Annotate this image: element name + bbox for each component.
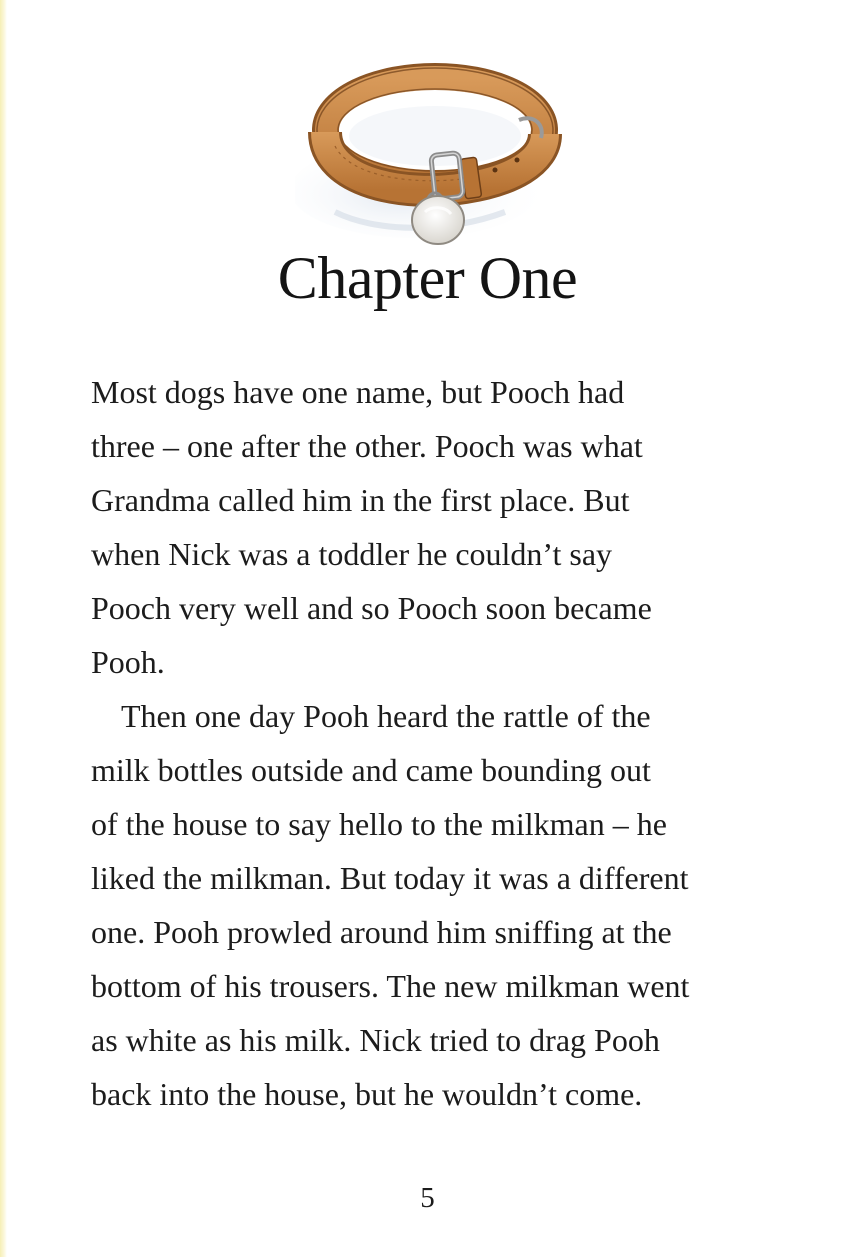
text-line: Pooh. xyxy=(91,644,165,680)
text-line: one. Pooh prowled around him sniffing at the xyxy=(91,914,672,950)
text-line: as white as his milk. Nick tried to drag Pooh xyxy=(91,1022,660,1058)
text-line: when Nick was a toddler he couldn’t say xyxy=(91,536,613,572)
text-line: liked the milkman. But today it was a different xyxy=(91,860,689,896)
page-number: 5 xyxy=(420,1182,435,1214)
text-line: Pooch very well and so Pooch soon became xyxy=(91,590,652,626)
text-line: milk bottles outside and came bounding out xyxy=(91,752,651,788)
text-line: Most dogs have one name, but Pooch had xyxy=(91,374,625,410)
page-edge xyxy=(0,0,7,1257)
text-line: bottom of his trousers. The new milkman went xyxy=(91,968,690,1004)
text-line: Then one day Pooh heard the rattle of the xyxy=(121,698,651,734)
paragraph xyxy=(91,365,791,689)
paragraph xyxy=(91,689,791,1121)
text-line: three – one after the other. Pooch was what xyxy=(91,428,643,464)
text-line: Grandma called him in the first place. But xyxy=(91,482,630,518)
dog-collar-illustration xyxy=(295,62,565,252)
chapter-body xyxy=(91,365,791,1121)
chapter-title: Chapter One xyxy=(277,245,578,311)
text-line: back into the house, but he wouldn’t come. xyxy=(91,1076,643,1112)
text-line: of the house to say hello to the milkman – he xyxy=(91,806,667,842)
